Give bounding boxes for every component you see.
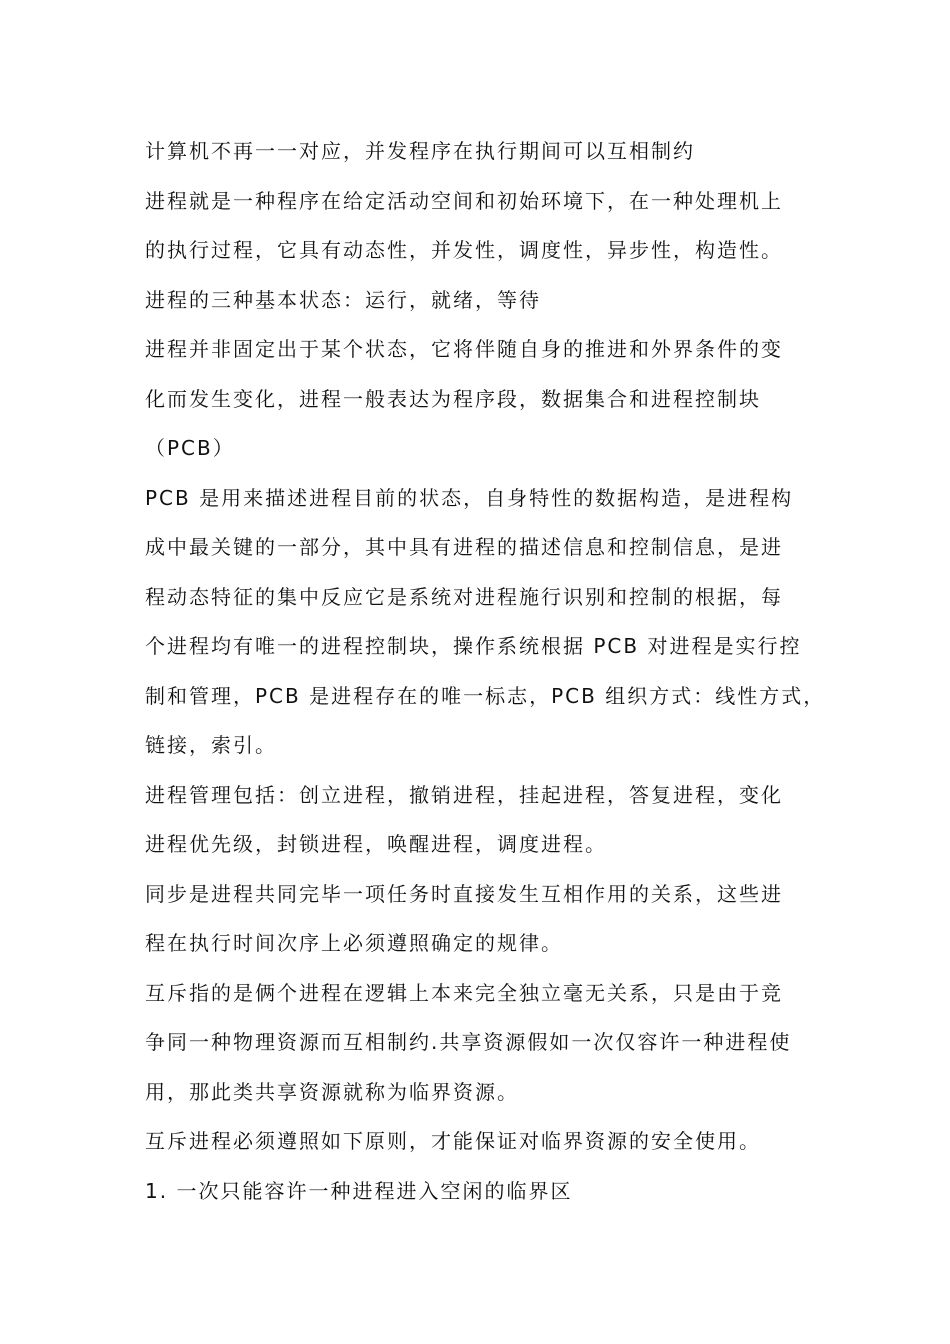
text-line: 进程就是一种程序在给定活动空间和初始环境下，在一种处理机上 (145, 188, 783, 213)
text-line: 计算机不再一一对应，并发程序在执行期间可以互相制约 (145, 139, 695, 163)
paragraph (145, 771, 810, 870)
paragraph (145, 325, 810, 474)
text-line: 用，那此类共享资源就称为临界资源。 (145, 1079, 519, 1104)
paragraph (145, 1117, 810, 1167)
text-line: 制和管理，PCB 是进程存在的唯一标志，PCB 组织方式：线性方式， (145, 683, 826, 708)
text-line: 程在执行时间次序上必须遵照确定的规律。 (145, 931, 563, 955)
document-body (145, 127, 826, 1216)
paragraph (145, 127, 810, 177)
paragraph (145, 870, 810, 969)
text-line: 互斥进程必须遵照如下原则，才能保证对临界资源的安全使用。 (145, 1129, 761, 1153)
text-line: PCB 是用来描述进程目前的状态，自身特性的数据构造，是进程构 (145, 485, 794, 510)
text-line: 的执行过程，它具有动态性，并发性，调度性，异步性，构造性。 (145, 238, 783, 262)
text-line: 进程并非固定出于某个状态，它将伴随自身的推进和外界条件的变 (145, 337, 783, 361)
paragraph (145, 177, 810, 276)
text-line: 同步是进程共同完毕一项任务时直接发生互相作用的关系，这些进 (145, 881, 783, 906)
text-line: 1. 一次只能容许一种进程进入空闲的临界区 (145, 1178, 573, 1203)
text-line: 链接，索引。 (145, 733, 277, 757)
text-line: 互斥指的是俩个进程在逻辑上本来完全独立毫无关系，只是由于竞 (145, 980, 783, 1005)
paragraph (145, 276, 810, 326)
paragraph (145, 1167, 810, 1217)
text-line: 成中最关键的一部分，其中具有进程的描述信息和控制信息，是进 (145, 535, 783, 559)
paragraph (145, 969, 810, 1118)
text-line: 个进程均有唯一的进程控制块，操作系统根据 PCB 对进程是实行控 (145, 634, 802, 658)
text-line: 进程的三种基本状态：运行，就绪，等待 (145, 287, 541, 312)
text-line: （PCB） (145, 436, 235, 460)
text-line: 程动态特征的集中反应它是系统对进程施行识别和控制的根据，每 (145, 584, 783, 609)
text-line: 进程优先级，封锁进程，唤醒进程，调度进程。 (145, 832, 607, 856)
text-line: 进程管理包括：创立进程，撤销进程，挂起进程，答复进程，变化 (145, 782, 783, 807)
paragraph (145, 474, 826, 771)
text-line: 化而发生变化，进程一般表达为程序段，数据集合和进程控制块 (145, 386, 761, 411)
text-line: 争同一种物理资源而互相制约.共享资源假如一次仅容许一种进程使 (145, 1030, 792, 1054)
